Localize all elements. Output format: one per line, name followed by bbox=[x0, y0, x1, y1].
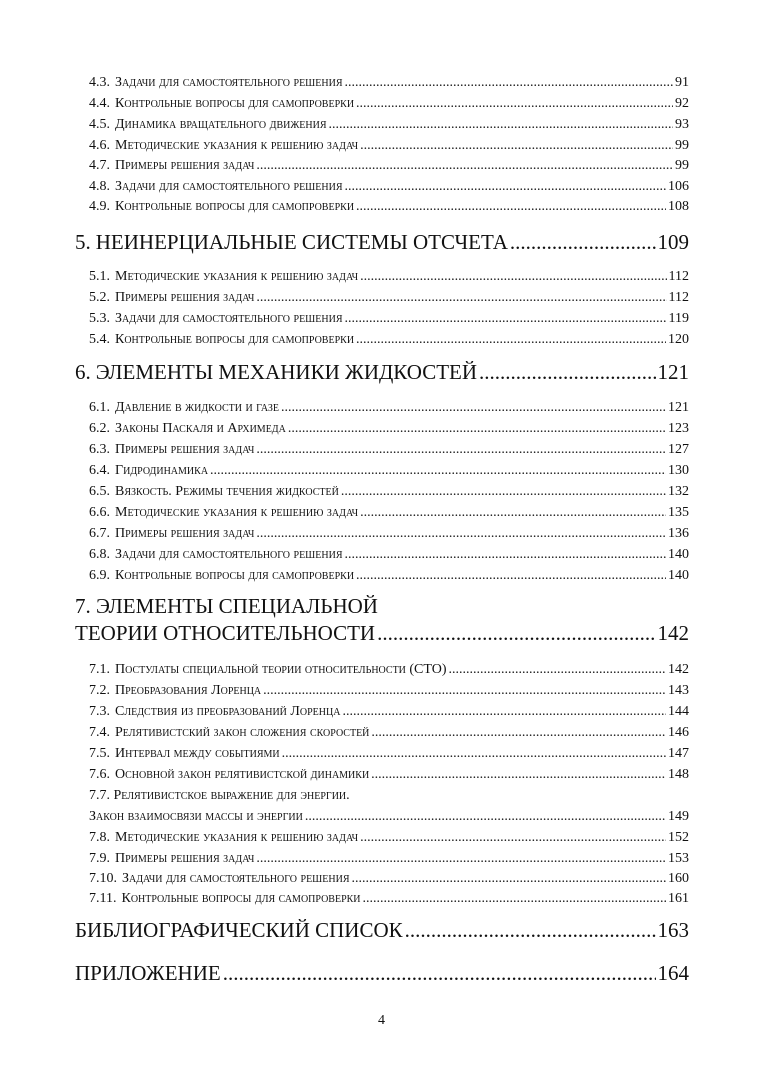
toc-entry: 7.11. Контрольные вопросы для самопроверки ..... 161 bbox=[89, 889, 689, 909]
toc-entry: 7.2. Преобразования Лоренца ..... 143 bbox=[89, 681, 689, 701]
toc-entry: 7.6. Основной закон релятивистской динамики ..... 148 bbox=[89, 765, 689, 785]
toc-chapter-7: ТЕОРИИ ОТНОСИТЕЛЬНОСТИ ..... 142 bbox=[75, 619, 689, 647]
toc-entry: 7.8. Методические указания к решению задач ..... 152 bbox=[89, 828, 689, 848]
toc-entry: 4.6. Методические указания к решению задач ..... 99 bbox=[89, 136, 689, 156]
toc-entry: 6.1. Давление в жидкости и газе ..... 121 bbox=[89, 398, 689, 418]
toc-entry-7-7-line1: 7.7. Релятивистское выражение для энергии. bbox=[89, 788, 350, 803]
toc-entry: 6.4. Гидродинамика ..... 130 bbox=[89, 461, 689, 481]
toc-bibliography: БИБЛИОГРАФИЧЕСКИЙ СПИСОК ..... 163 bbox=[75, 916, 689, 944]
toc-entry: 6.8. Задачи для самостоятельного решения ..... 140 bbox=[89, 545, 689, 565]
toc-chapter-7-line1: 7. ЭЛЕМЕНТЫ СПЕЦИАЛЬНОЙ bbox=[75, 594, 378, 618]
toc-entry: 5.1. Методические указания к решению задач ..... 112 bbox=[89, 267, 689, 287]
page-number: 4 bbox=[378, 1013, 385, 1028]
toc-entry: 7.3. Следствия из преобразований Лоренца ..... 144 bbox=[89, 702, 689, 722]
toc-entry-7-7: Закон взаимосвязи массы и энергии ..... 149 bbox=[89, 807, 689, 827]
toc-entry: 6.5. Вязкость. Режимы течения жидкостей ..... 132 bbox=[89, 482, 689, 502]
toc-entry: 7.10. Задачи для самостоятельного решения ..... 160 bbox=[89, 869, 689, 889]
toc-entry: 6.2. Законы Паскаля и Архимеда ..... 123 bbox=[89, 419, 689, 439]
toc-entry: 4.9. Контрольные вопросы для самопроверки ..... 108 bbox=[89, 197, 689, 217]
toc-entry: 4.7. Примеры решения задач ..... 99 bbox=[89, 156, 689, 176]
toc-entry: 4.4. Контрольные вопросы для самопроверки ..... 92 bbox=[89, 94, 689, 114]
toc-entry: 6.6. Методические указания к решению задач ..... 135 bbox=[89, 503, 689, 523]
toc-entry: 6.9. Контрольные вопросы для самопроверки ..... 140 bbox=[89, 566, 689, 586]
toc-entry: 6.7. Примеры решения задач ..... 136 bbox=[89, 524, 689, 544]
toc-entry: 5.3. Задачи для самостоятельного решения ..... 119 bbox=[89, 309, 689, 329]
toc-entry: 4.8. Задачи для самостоятельного решения ..... 106 bbox=[89, 177, 689, 197]
toc-chapter-5: 5. НЕИНЕРЦИАЛЬНЫЕ СИСТЕМЫ ОТСЧЕТА ..... 109 bbox=[75, 228, 689, 256]
toc-entry: 4.3. Задачи для самостоятельного решения ..... 91 bbox=[89, 73, 689, 93]
toc-entry: 7.1. Постулаты специальной теории относительности (СТО) ..... 142 bbox=[89, 660, 689, 680]
toc-entry: 5.2. Примеры решения задач ..... 112 bbox=[89, 288, 689, 308]
toc-entry: 7.4. Релятивистский закон сложения скоростей ..... 146 bbox=[89, 723, 689, 743]
toc-entry: 7.5. Интервал между событиями ..... 147 bbox=[89, 744, 689, 764]
toc-entry: 5.4. Контрольные вопросы для самопроверки ..... 120 bbox=[89, 330, 689, 350]
toc-chapter-6: 6. ЭЛЕМЕНТЫ МЕХАНИКИ ЖИДКОСТЕЙ ..... 121 bbox=[75, 358, 689, 386]
toc-entry: 4.5. Динамика вращательного движения ..... 93 bbox=[89, 115, 689, 135]
toc-entry: 7.9. Примеры решения задач ..... 153 bbox=[89, 849, 689, 869]
toc-entry: 6.3. Примеры решения задач ..... 127 bbox=[89, 440, 689, 460]
toc-appendix: ПРИЛОЖЕНИЕ ..... 164 bbox=[75, 959, 689, 987]
